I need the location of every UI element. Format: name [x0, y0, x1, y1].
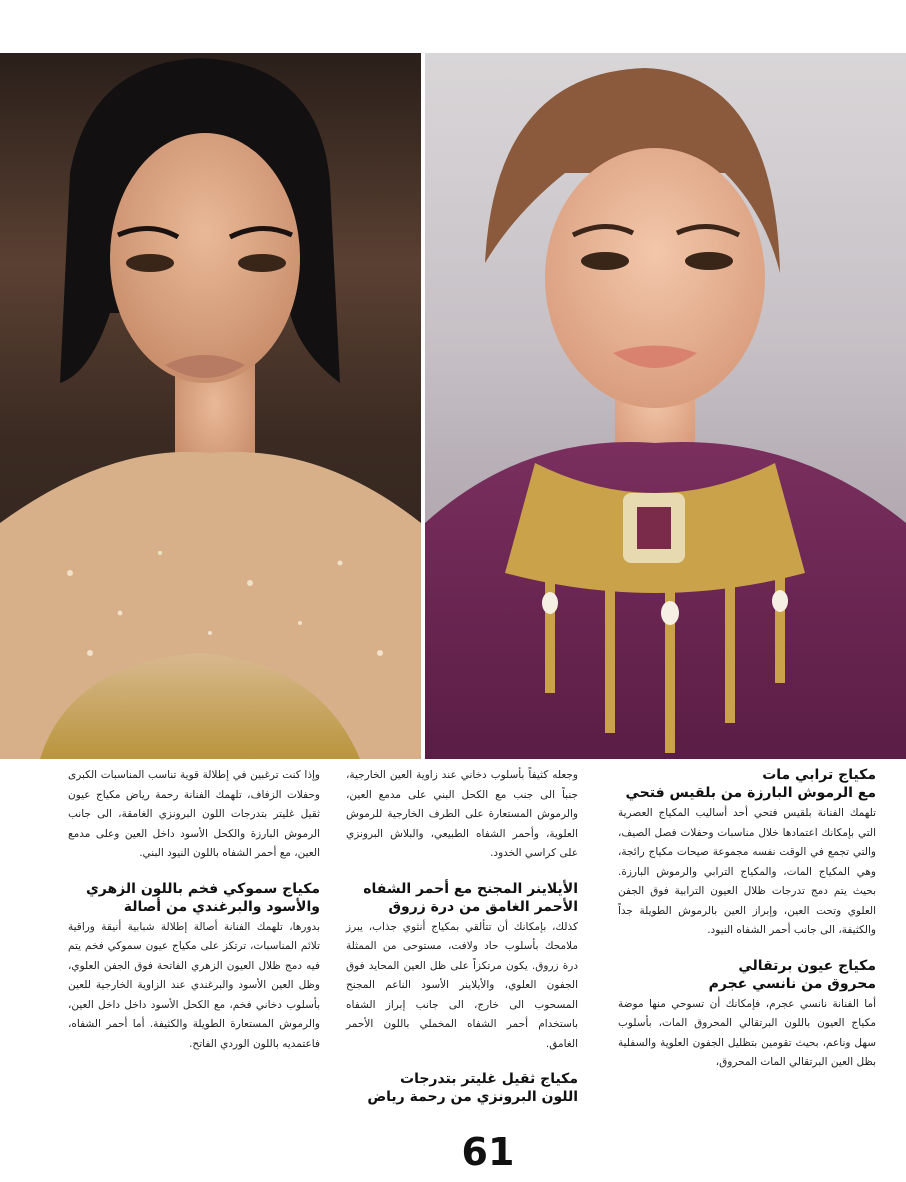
- heading-line: مكياج سموكي فخم باللون الزهري: [85, 880, 320, 897]
- article-column-left: [68, 766, 320, 1054]
- body-paragraph: تلهمك الفنانة بلقيس فتحي أحد أساليب المكياج العصرية التي بإمكانك اعتمادها خلال مناسبات وحفلات فصل الصيف، والتي تجمع في الوقت نفسه مجموعة صيحات مكياج رائجة، وهي المكياج المات، والمكياج الترابي والرموش البارزة. بحيث يتم دمج تدرجات ظلال العيون الترابية فوق الجفن العلوي وتحت العين، وإبراز العين بالرموش الطويلة جداً والكثيفة، الى جانب أحمر الشفاه النيود.: [618, 807, 876, 936]
- section-heading: [68, 880, 320, 916]
- section-heading: [346, 880, 578, 916]
- section-heading: [346, 1070, 578, 1106]
- heading-line: مكياج عيون برتقالي: [738, 957, 876, 974]
- article-column-right: [618, 766, 876, 1073]
- heading-line: محروق من نانسي عجرم: [708, 975, 876, 992]
- body-paragraph: كذلك، بإمكانك أن تتألقي بمكياج أنثوي جذاب، يبرز ملامحك بأسلوب حاد ولافت، مستوحى من الممثلة درة زروق. يكون مرتكزاً على ظل العين المحايد فوق الجفون العلوي، والأيلاينر الأسود الناعم المجنح المسحوب الى خارج، الى جانب إبراز الشفاه باستخدام أحمر الشفاه المخملي باللون الأحمر الغامق.: [346, 920, 578, 1050]
- body-paragraph: وإذا كنت ترغبين في إطلالة قوية تناسب المناسبات الكبرى وحفلات الزفاف، تلهمك الفنانة رحمة رياض مكياج عيون ثقيل غليتر بتدرجات اللون البرونزي الغامقة، الى جانب الرموش البارزة والكحل الأسود داخل العين وعلى مدمع العين، مع أحمر الشفاه باللون النيود البني.: [68, 769, 320, 859]
- heading-line: مكياج ثقيل غليتر بتدرجات: [400, 1071, 578, 1087]
- heading-line: مع الرموش البارزة من بلقيس فتحي: [625, 785, 876, 801]
- photo-right-portrait: [425, 53, 906, 759]
- section-heading: [618, 766, 876, 802]
- photo-left-portrait: [0, 53, 421, 759]
- body-paragraph: بدورها، تلهمك الفنانة أصالة إطلالة شبابية أنيقة وراقية تلائم المناسبات، ترتكز على مكياج عيون سموكي فخم يتم فيه دمج ظلال العيون الزهري الفاتحة فوق الجفن العلوي، وظل العين الأسود والبرغندي عند الزاوية الخارجية للعين بأسلوب دخاني فخم، مع الكحل الأسود داخل داخل العين، والرموش المستعارة الطويلة والكثيفة. أما أحمر الشفاه، فاعتمديه باللون الوردي الفاتح.: [68, 920, 320, 1050]
- section-heading: [618, 957, 876, 993]
- heading-line: مكياج ترابي مات: [762, 767, 876, 783]
- article-column-middle: [346, 766, 578, 1106]
- heading-line: الأيلاينر المجنح مع أحمر الشفاه: [363, 880, 578, 897]
- heading-line: الأحمر الغامق من درة زروق: [388, 898, 578, 915]
- page-number: 61: [461, 1130, 515, 1174]
- heading-line: والأسود والبرغندي من أصالة: [123, 898, 320, 915]
- body-paragraph: أما الفنانة نانسي عجرم، فإمكانك أن تسوحي منها موضة مكياج العيون باللون البرتقالي المحروق المات، بأسلوب سهل وناعم، بحيث تقومين بتظليل الجفون العلوية والسفلية بظل العين البرتقالي المات المحروق،: [618, 997, 876, 1068]
- body-paragraph: وجعله كثيفاً بأسلوب دخاني عند زاوية العين الخارجية، جنباً الى جنب مع الكحل البني على مدمع العين، والرموش المستعارة على الطرف الخارجية للرموش العلوية، وأحمر الشفاه الطبيعي، والبلاش البرونزي على كراسي الخدود.: [346, 769, 578, 859]
- heading-line: اللون البرونزي من رحمة رياض: [367, 1089, 578, 1105]
